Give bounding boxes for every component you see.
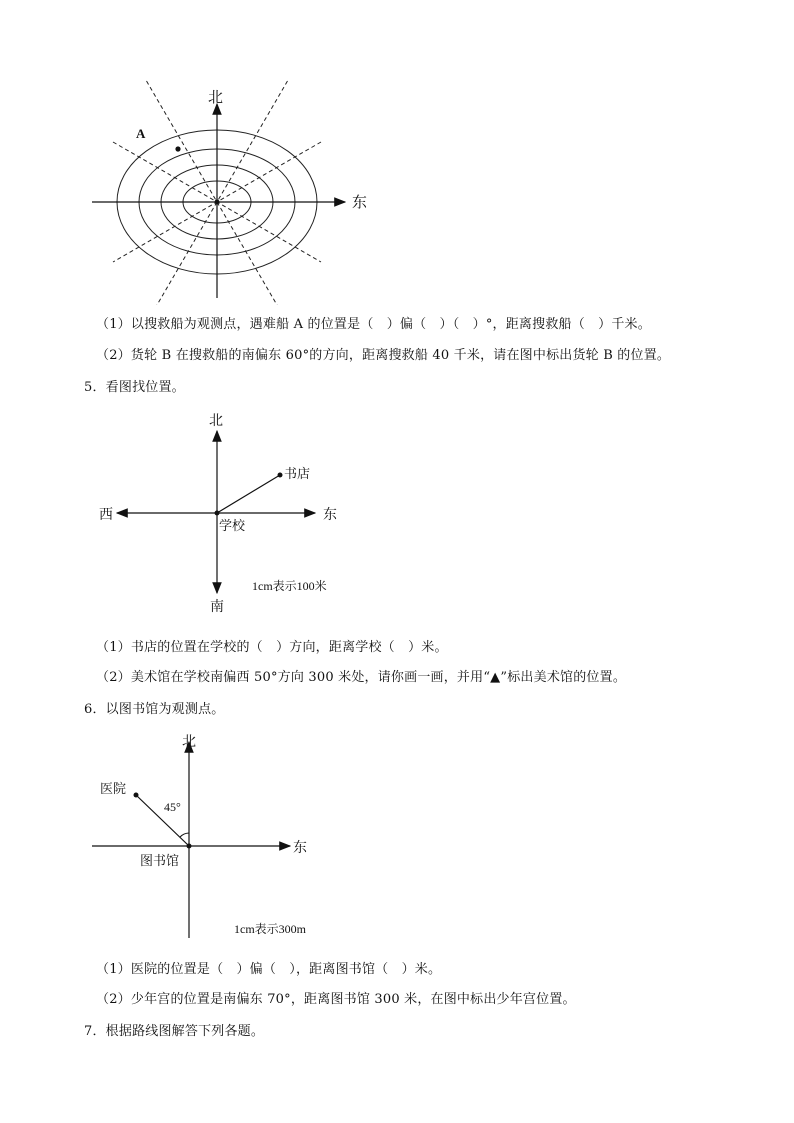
angle-label: 45° [164, 800, 181, 814]
ship-a-label: A [136, 126, 146, 141]
library-label: 图书馆 [140, 854, 180, 869]
north-label: 北 [208, 88, 224, 106]
north-label: 北 [182, 734, 196, 750]
library-hospital-diagram [88, 728, 348, 943]
library-point [187, 844, 192, 849]
question-6-title: 6．以图书馆为观测点。 [84, 702, 225, 717]
search-rescue-diagram [80, 80, 380, 305]
question-7-title: 7．根据路线图解答下列各题。 [84, 1024, 265, 1039]
school-label: 学校 [219, 519, 246, 534]
bookstore-label: 书店 [284, 467, 311, 482]
west-label: 西 [99, 507, 113, 523]
scale-label: 1cm表示300m [234, 922, 306, 936]
school-bookstore-diagram [90, 405, 360, 620]
question-5-part-2: （2）美术馆在学校南偏西 50°方向 300 米处，请你画一画，并用“▲”标出美术馆的位置。 [96, 670, 627, 685]
hospital-line [136, 795, 189, 846]
east-label: 东 [352, 193, 368, 211]
observation-point [215, 200, 220, 205]
hospital-label: 医院 [100, 782, 127, 797]
ship-a-point [175, 146, 180, 151]
question-4-part-1: （1）以搜救船为观测点，遇难船 A 的位置是（ ）偏（ ）（ ）°，距离搜救船（ ）千米。 [96, 317, 651, 332]
school-point [215, 511, 220, 516]
question-4-part-2: （2）货轮 B 在搜救船的南偏东 60°的方向，距离搜救船 40 千米，请在图中标出货轮 B 的位置。 [96, 348, 671, 363]
south-label: 南 [210, 599, 224, 615]
question-5-part-1: （1）书店的位置在学校的（ ）方向，距离学校（ ）米。 [96, 640, 448, 655]
bookstore-point [278, 473, 283, 478]
north-label: 北 [209, 413, 223, 429]
east-label: 东 [293, 840, 307, 856]
scale-label: 1cm表示100米 [252, 579, 327, 593]
east-label: 东 [323, 507, 337, 523]
angle-arc [180, 833, 189, 837]
question-6-part-2: （2）少年宫的位置是南偏东 70°，距离图书馆 300 米，在图中标出少年宫位置。 [96, 992, 576, 1007]
bookstore-line [217, 475, 280, 513]
hospital-point [134, 793, 139, 798]
question-5-title: 5．看图找位置。 [84, 380, 185, 395]
question-6-part-1: （1）医院的位置是（ ）偏（ ），距离图书馆（ ）米。 [96, 962, 442, 977]
